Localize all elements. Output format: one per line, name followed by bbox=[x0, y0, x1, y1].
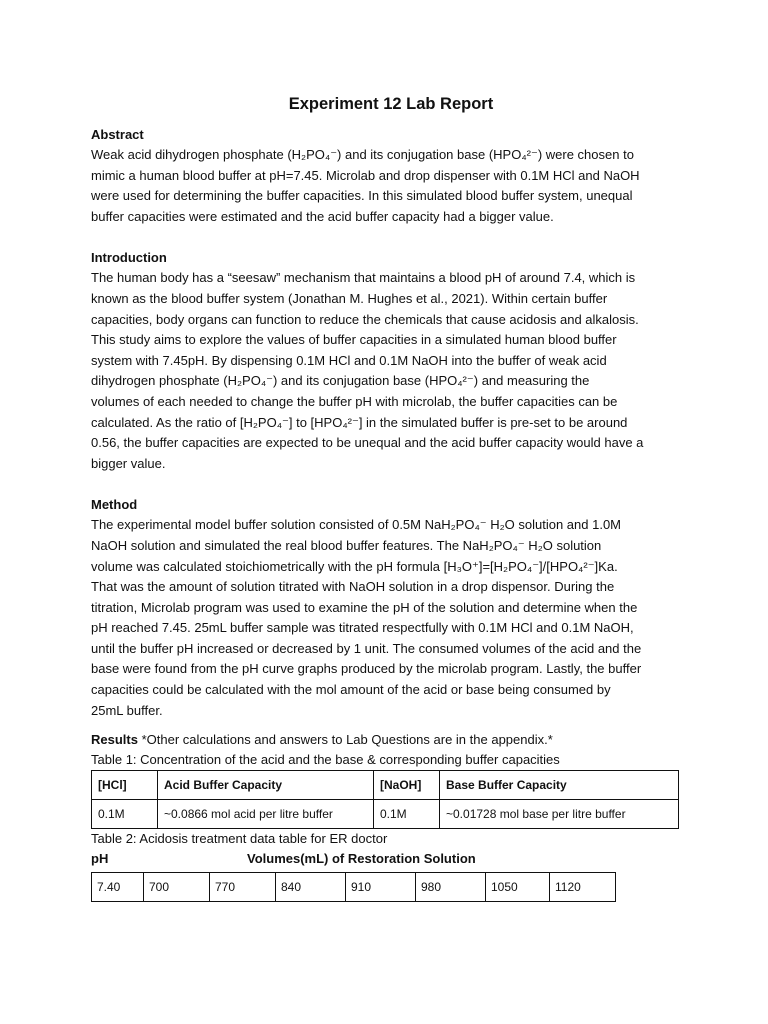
table-cell: 0.1M bbox=[92, 800, 158, 829]
introduction-line: The human body has a “seesaw” mechanism that maintains a blood pH of around 7.4, which is bbox=[91, 270, 636, 286]
table-cell: ~0.0866 mol acid per litre buffer bbox=[158, 800, 374, 829]
introduction-line: bigger value. bbox=[91, 455, 166, 471]
table-cell: 1050 bbox=[486, 873, 550, 902]
results-heading-line bbox=[91, 730, 691, 750]
table-row bbox=[92, 800, 679, 829]
abstract-line: mimic a human blood buffer at pH=7.45. Microlab and drop dispenser with 0.1M HCl and NaOH bbox=[91, 167, 640, 183]
results-note: *Other calculations and answers to Lab Questions are in the appendix.* bbox=[137, 732, 553, 748]
introduction-heading: Introduction bbox=[91, 250, 167, 266]
table-cell: 7.40 bbox=[92, 873, 144, 902]
table-cell: 1120 bbox=[550, 873, 616, 902]
method-heading: Method bbox=[91, 497, 138, 513]
method-line: That was the amount of solution titrated with NaOH solution in a drop dispensor. During the bbox=[91, 579, 615, 595]
table-header-cell: [HCl] bbox=[92, 771, 158, 800]
table-cell: 770 bbox=[210, 873, 276, 902]
method-line: The experimental model buffer solution consisted of 0.5M NaH₂PO₄⁻ H₂O solution and 1.0M bbox=[91, 517, 622, 533]
introduction-line: This study aims to explore the values of buffer capacities in a simulated human blood buffer bbox=[91, 332, 617, 348]
abstract-line: were used for determining the buffer capacities. In this simulated blood buffer system, unequal bbox=[91, 188, 633, 204]
introduction-line: system with 7.45pH. By dispensing 0.1M HCl and 0.1M NaOH into the buffer of weak acid bbox=[91, 352, 607, 368]
table2-caption: Table 2: Acidosis treatment data table for ER doctor bbox=[91, 831, 388, 847]
table-cell: 700 bbox=[144, 873, 210, 902]
page-title: Experiment 12 Lab Report bbox=[288, 95, 494, 113]
introduction-line: calculated. As the ratio of [H₂PO₄⁻] to [HPO₄²⁻] in the simulated buffer is pre-set to be around bbox=[91, 414, 628, 430]
table-header-cell: Base Buffer Capacity bbox=[440, 771, 679, 800]
method-line: base were found from the pH curve graphs produced by the microlab program. Lastly, the buffer bbox=[91, 661, 642, 677]
table1-caption: Table 1: Concentration of the acid and the base & corresponding buffer capacities bbox=[91, 752, 560, 768]
buffer-capacity-table bbox=[91, 770, 679, 829]
introduction-line: known as the blood buffer system (Jonathan M. Hughes et al., 2021). Within certain buffer bbox=[91, 290, 608, 306]
method-line: 25mL buffer. bbox=[91, 702, 163, 718]
method-body bbox=[91, 515, 691, 721]
abstract-body bbox=[91, 145, 691, 227]
table-row bbox=[92, 873, 616, 902]
method-line: pH reached 7.45. 25mL buffer sample was titrated respectfully with 0.1M HCl and 0.1M NaOH, bbox=[91, 620, 634, 636]
volumes-label: Volumes(mL) of Restoration Solution bbox=[247, 851, 476, 867]
results-heading: Results bbox=[91, 732, 138, 748]
table2-header bbox=[91, 849, 691, 868]
table-cell: 910 bbox=[346, 873, 416, 902]
introduction-line: 0.56, the buffer capacities are expected to be unequal and the acid buffer capacity would have a bbox=[91, 435, 644, 451]
document-page bbox=[91, 94, 691, 902]
table-header-cell: [NaOH] bbox=[374, 771, 440, 800]
abstract-line: Weak acid dihydrogen phosphate (H₂PO₄⁻) and its conjugation base (HPO₄²⁻) were chosen to bbox=[91, 147, 634, 162]
method-line: until the buffer pH increased or decreased by 1 unit. The consumed volumes of the acid and the bbox=[91, 640, 642, 656]
introduction-line: volumes of each needed to change the buffer pH with microlab, the buffer capacities can be bbox=[91, 393, 618, 409]
abstract-line: buffer capacities were estimated and the acid buffer capacity had a bigger value. bbox=[91, 208, 554, 224]
acidosis-treatment-table bbox=[91, 872, 616, 902]
method-line: titration, Microlab program was used to examine the pH of the solution and determine when the bbox=[91, 599, 638, 615]
method-line: volume was calculated stoichiometrically with the pH formula [H₃O⁺]=[H₂PO₄⁻]/[HPO₄²⁻]Ka. bbox=[91, 558, 618, 574]
method-line: capacities could be calculated with the mol amount of the acid or base being consumed by bbox=[91, 682, 611, 698]
introduction-line: dihydrogen phosphate (H₂PO₄⁻) and its conjugation base (HPO₄²⁻) and measuring the bbox=[91, 373, 590, 389]
abstract-heading: Abstract bbox=[91, 127, 144, 142]
table-cell: 0.1M bbox=[374, 800, 440, 829]
table-header-row bbox=[92, 771, 679, 800]
ph-label: pH bbox=[91, 851, 109, 867]
table-cell: 840 bbox=[276, 873, 346, 902]
introduction-body bbox=[91, 268, 691, 474]
table-cell: ~0.01728 mol base per litre buffer bbox=[440, 800, 679, 829]
table-cell: 980 bbox=[416, 873, 486, 902]
table-header-cell: Acid Buffer Capacity bbox=[158, 771, 374, 800]
method-line: NaOH solution and simulated the real blood buffer features. The NaH₂PO₄⁻ H₂O solution bbox=[91, 537, 602, 553]
introduction-line: capacities, body organs can function to reduce the chemicals that cause acidosis and alkalosis. bbox=[91, 311, 639, 327]
